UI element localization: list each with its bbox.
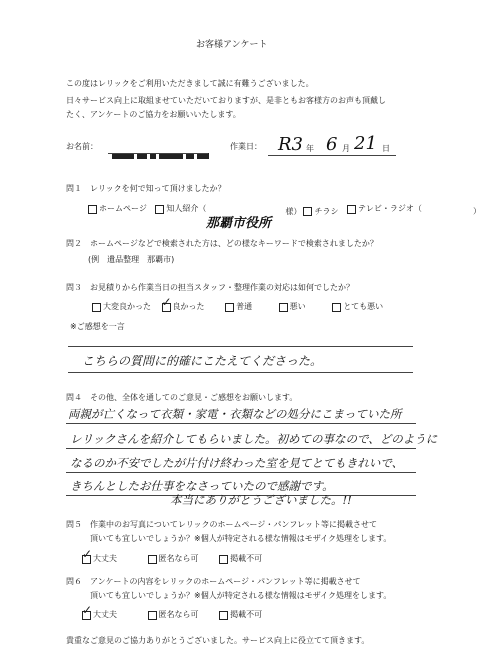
q3-checkbox-very-good[interactable] (92, 303, 101, 312)
q1-checkbox-tv-radio[interactable] (347, 205, 356, 214)
q5-text-line-2: 頂いても宜しいでしょうか？※個人が特定される様な情報はモザイク処理をします。 (90, 534, 392, 543)
q6-text-line-1: アンケートの内容をレリックのホームページ・パンフレット等に掲載させて (90, 577, 361, 586)
q3-options: 大変良かった ✓ 良かった 普通 悪い とても悪い (92, 302, 389, 315)
intro-line-1: この度はレリックをご利用いただきまして誠に有難うございました。 (66, 79, 314, 88)
q2-example: (例 遺品整理 那覇市) (88, 255, 175, 264)
q4-line-2 (66, 448, 416, 449)
q5-options: ✓ 大丈夫 匿名なら可 掲載不可 (82, 554, 268, 567)
q5-text-line-1: 作業中のお写真についてレリックのホームページ・パンフレット等に掲載させて (90, 520, 377, 529)
date-era-value: R3 (278, 134, 304, 155)
name-label: お名前： (66, 142, 98, 151)
q4-handwritten-line-3: なるのか不安でしたが片付け終わった室を見てとてもきれいで、 (70, 456, 404, 470)
q6-options: ✓ 大丈夫 匿名なら可 掲載不可 (82, 610, 268, 623)
q4-line-3 (66, 472, 416, 473)
footer-thanks: 貴重なご意見のご協力ありがとうございました。サービス向上に役立てて頂きます。 (66, 636, 370, 645)
q1-checkbox-homepage[interactable] (88, 205, 97, 214)
q5-checkbox-not-allowed[interactable] (219, 555, 228, 564)
date-day: 21 (354, 133, 377, 154)
q1-checkbox-flyer[interactable] (303, 207, 312, 216)
q4-handwritten-line-2: レリックさんを紹介してもらいました。初めての事なので、どのように (70, 432, 438, 446)
name-underline (108, 153, 208, 154)
q1-text: レリックを何で知って頂けましたか？ (90, 184, 226, 193)
date-month: 6 (326, 134, 338, 155)
q3-checkbox-good[interactable] (162, 303, 171, 312)
intro-line-2: 日々サービス向上に取組ませていただいておりますが、是非ともお客様方のお声も頂戴し (66, 96, 386, 105)
q1-checkbox-referral[interactable] (155, 205, 164, 214)
q3-comment-line-2 (68, 372, 413, 373)
q1-handwritten-answer: 那覇市役所 (206, 216, 272, 231)
q1-label: 問１ (66, 184, 82, 193)
q3-text: お見積りから作業当日の担当スタッフ・整理作業の対応は如何でしたか？ (90, 283, 354, 292)
q3-checkbox-very-bad[interactable] (332, 303, 341, 312)
q3-handwritten-comment: こちらの質問に的確にこたえてくださった。 (82, 354, 323, 368)
date-label: 作業日： (230, 142, 262, 151)
q1-options: ホームページ 知人紹介（ 様） チラシ テレビ・ラジオ（ ） (88, 204, 481, 217)
date-year-suffix: 年 (306, 144, 314, 153)
q6-checkbox-anonymous[interactable] (148, 611, 157, 620)
q3-label: 問３ (66, 283, 82, 292)
date-era (278, 134, 303, 155)
q3-checkbox-bad[interactable] (279, 303, 288, 312)
q5-checkbox-anonymous[interactable] (148, 555, 157, 564)
date-month-suffix: 月 (342, 144, 350, 153)
q3-comment-label: ※ご感想を一言 (70, 322, 125, 331)
q6-checkbox-ok[interactable] (82, 611, 91, 620)
date-day-suffix: 日 (382, 144, 390, 153)
q4-label: 問４ (66, 393, 82, 402)
q4-handwritten-line-1: 両親が亡くなって衣類・家電・衣類などの処分にこまっていた所 (68, 407, 402, 421)
q6-text-line-2: 頂いても宜しいでしょうか？※個人が特定される様な情報はモザイク処理をします。 (90, 591, 392, 600)
q4-line-1 (66, 423, 416, 424)
q2-text: ホームページなどで検索された方は、どの様なキーワードで検索されましたか？ (90, 239, 378, 248)
date-underline (268, 155, 396, 156)
q3-checkbox-normal[interactable] (225, 303, 234, 312)
intro-line-3: たく、アンケートのご協力をお願いいたします。 (66, 110, 241, 119)
q5-checkbox-ok[interactable] (82, 555, 91, 564)
q3-comment-line-1 (68, 346, 413, 347)
q2-label: 問２ (66, 239, 82, 248)
q5-label: 問５ (66, 520, 82, 529)
q4-handwritten-line-5: 本当にありがとうございました。!! (170, 493, 352, 507)
q4-text: その他、全体を通してのご意見・ご感想をお願いします。 (90, 393, 298, 402)
q6-label: 問６ (66, 577, 82, 586)
q6-checkbox-not-allowed[interactable] (219, 611, 228, 620)
q4-handwritten-line-4: きちんとしたお仕事をなさっていたので感謝です。 (70, 479, 334, 493)
page-title: お客様アンケート (196, 40, 268, 50)
